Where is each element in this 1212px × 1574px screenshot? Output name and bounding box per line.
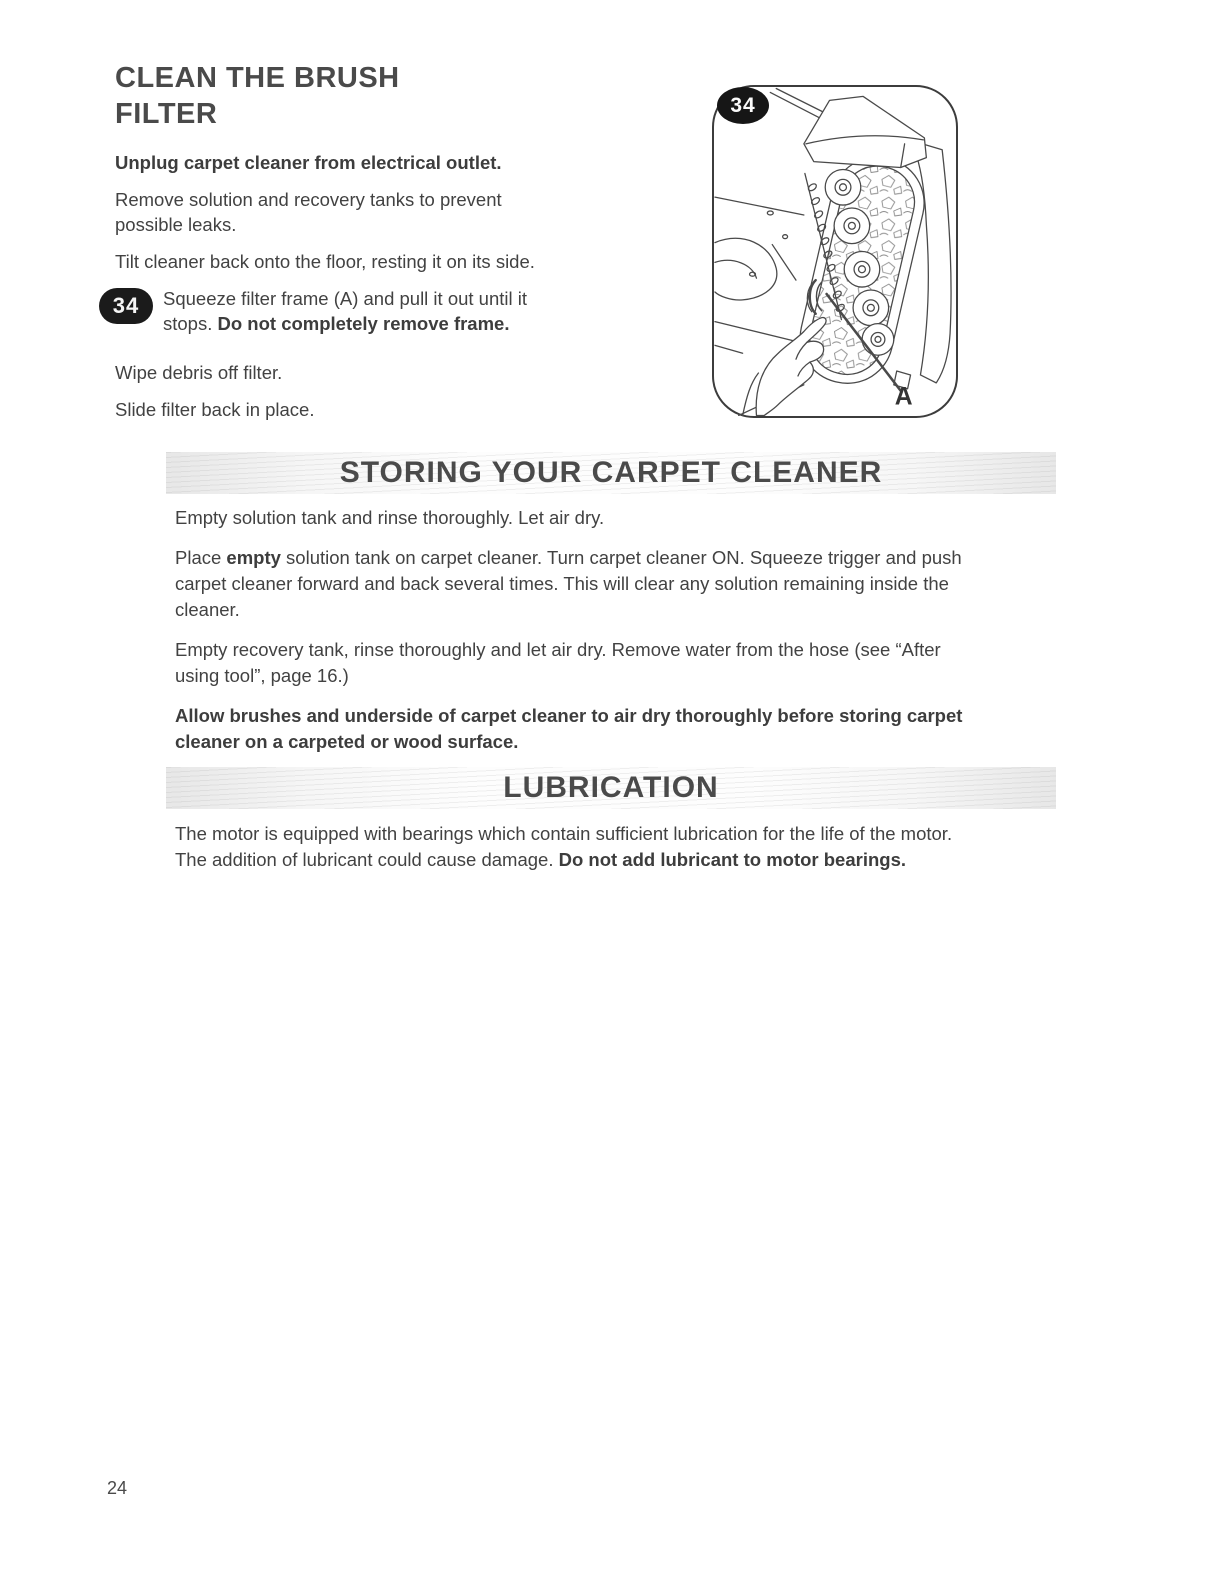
step-squeeze-text <box>163 286 555 336</box>
text-segment-bold: Do not completely remove frame. <box>217 313 510 334</box>
text-segment: Place <box>175 547 227 568</box>
step-tilt-cleaner: Tilt cleaner back onto the floor, resting it on its side. <box>115 251 535 272</box>
figure-badge-34: 34 <box>717 87 769 124</box>
storing-p4: Allow brushes and underside of carpet cleaner to air dry thoroughly before storing carpet cleaner on a carpeted or wood surface. <box>175 705 963 752</box>
step-slide-filter: Slide filter back in place. <box>115 399 315 420</box>
lubrication-p1 <box>175 821 975 873</box>
hand <box>756 318 826 416</box>
storing-section-body <box>175 505 975 769</box>
text-segment: solution tank on carpet cleaner. Turn carpet cleaner ON. Squeeze trigger and push carpet cleaner forward and back several times. This will clear any solution remaining inside the cleaner. <box>175 547 962 620</box>
text-segment: Squeeze filter frame (A) and pull it out until it stops. <box>163 288 528 334</box>
text-segment: The motor is equipped with bearings which contain sufficient lubrication for the life of the motor. The addition of lubricant could cause damage. <box>175 823 953 870</box>
storing-p1: Empty solution tank and rinse thoroughly. Let air dry. <box>175 507 605 528</box>
step-wipe-debris: Wipe debris off filter. <box>115 362 283 383</box>
step-unplug: Unplug carpet cleaner from electrical outlet. <box>115 152 502 173</box>
step-remove-tanks: Remove solution and recovery tanks to prevent possible leaks. <box>115 189 502 235</box>
lubrication-section-heading-band <box>166 767 1056 809</box>
storing-section-title: STORING YOUR CARPET CLEANER <box>339 456 883 489</box>
step-squeeze-frame <box>99 286 555 348</box>
storing-p2 <box>175 545 975 623</box>
storing-section-heading-band <box>166 452 1056 494</box>
page-title: CLEAN THE BRUSH FILTER <box>115 62 400 130</box>
clean-brush-filter-section <box>112 60 555 434</box>
lubrication-section-title: LUBRICATION <box>503 771 719 804</box>
text-segment-bold: Do not add lubricant to motor bearings. <box>558 849 906 870</box>
nozzle-hood <box>804 96 926 167</box>
brush-filter-illustration <box>713 86 956 416</box>
callout-a-label: A <box>894 383 913 411</box>
side-panel <box>916 144 951 383</box>
figure-34 <box>712 85 958 418</box>
page-number: 24 <box>107 1478 128 1498</box>
lubrication-section-body <box>175 821 975 887</box>
text-segment-bold: empty <box>226 547 281 568</box>
step-badge-34: 34 <box>99 288 153 324</box>
storing-p3: Empty recovery tank, rinse thoroughly and let air dry. Remove water from the hose (see “After using tool”, page 16.) <box>175 639 941 686</box>
